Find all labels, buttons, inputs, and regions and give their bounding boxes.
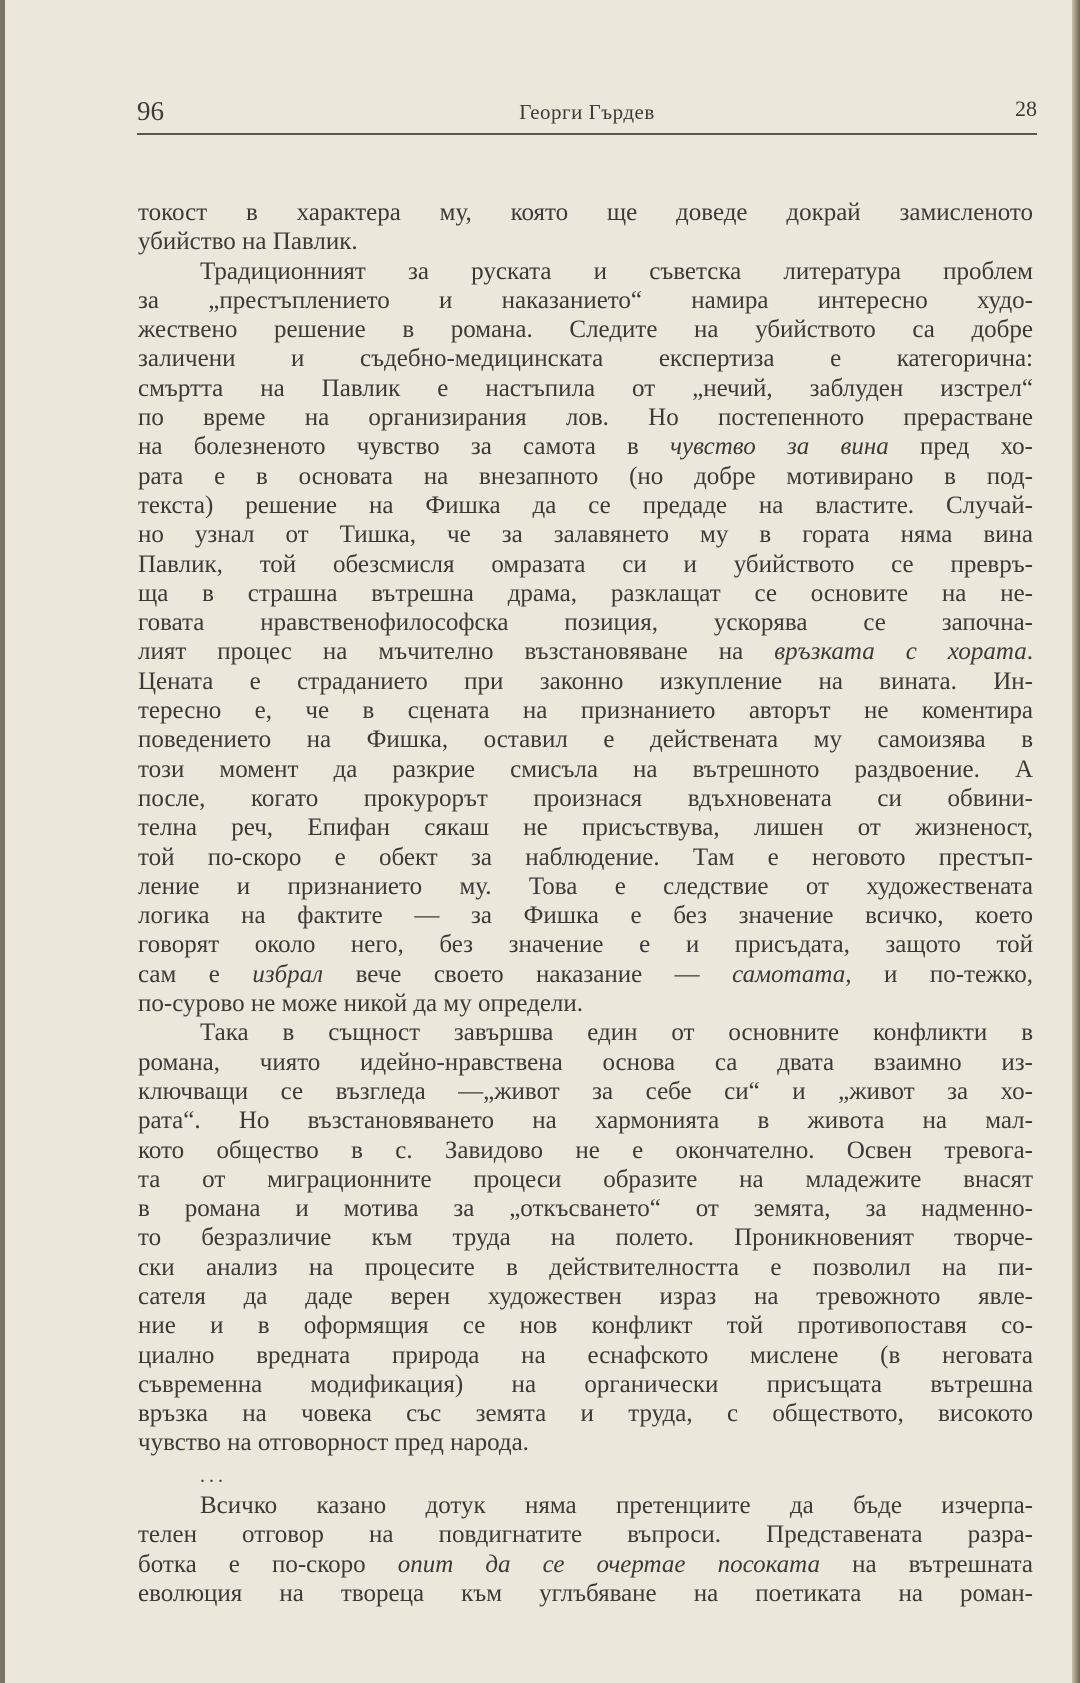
text-line: [138, 403, 1033, 432]
text-run: но узнал от Тишка, че за залавянето му в гората няма вина: [138, 521, 1033, 549]
text-run: говата нравственофилософска позиция, ускорява се започна-: [138, 609, 1033, 637]
text-line: [138, 257, 1033, 286]
text-line: [138, 1165, 1033, 1194]
text-line: [138, 1341, 1033, 1370]
text-run: телна реч, Епифан сякаш не присъствува, лишен от жизненост,: [138, 814, 1033, 842]
page-number: 96: [137, 96, 164, 126]
text-line: [138, 1491, 1033, 1520]
italic-emphasis: самотата,: [732, 960, 852, 988]
text-line: [138, 344, 1033, 373]
text-line: [138, 1428, 1033, 1457]
text-run: Традиционният за руската и съветска литература проблем: [200, 257, 1033, 285]
italic-emphasis: опит да се очертае посоката: [397, 1550, 820, 1578]
text-line: [138, 960, 1033, 989]
text-line: [138, 286, 1033, 315]
text-run: вече своето наказание —: [323, 960, 733, 988]
text-line: [138, 579, 1033, 608]
text-run: за „престъплението и наказанието“ намира интересно худо-: [138, 286, 1033, 314]
text-run: после, когато прокурорът произнася вдъхновената си обвини-: [138, 784, 1033, 812]
text-line: [138, 1370, 1033, 1399]
text-run: по-сурово не може никой да му определи.: [138, 990, 584, 1018]
text-line: [138, 813, 1033, 842]
text-line: [138, 1048, 1033, 1077]
text-line: [138, 1550, 1033, 1579]
text-run: логика на фактите — за Фишка е без значение всичко, което: [138, 902, 1033, 930]
text-run: и по-тежко,: [851, 960, 1033, 988]
text-line: [138, 432, 1033, 461]
text-run: ски анализ на процесите в действителността е позволил на пи-: [138, 1253, 1033, 1281]
text-line: [138, 1194, 1033, 1223]
text-line: [138, 462, 1033, 491]
text-line: [138, 784, 1033, 813]
text-line: [138, 1311, 1033, 1340]
text-run: връзка на човека със земята и труда, с обществото, високото: [138, 1400, 1033, 1428]
header-rule: [137, 133, 1037, 135]
text-line: [138, 227, 1033, 256]
text-run: поведението на Фишка, оставил е действената му самоизява в: [138, 726, 1033, 754]
text-line: [138, 843, 1033, 872]
text-run: ние и в оформящия се нов конфликт той противопоставя со-: [138, 1312, 1033, 1340]
text-run: в романа и мотива за „откъсването“ от земята, за надменно-: [138, 1195, 1033, 1223]
text-run: ща в страшна вътрешна драма, разклащат се основите на не-: [138, 579, 1033, 607]
text-run: Цената е страданието при законно изкупление на вината. Ин-: [138, 667, 1033, 695]
text-line: [138, 637, 1033, 666]
text-run: на вътрешната: [820, 1550, 1033, 1578]
text-run: жествено решение в романа. Следите на убийството са добре: [138, 316, 1033, 344]
text-line: [138, 1520, 1033, 1549]
text-run: този момент да разкрие смисъла на вътрешното раздвоение. А: [138, 755, 1033, 783]
text-run: говорят около него, без значение е и присъдата, защото той: [138, 931, 1033, 959]
text-run: на болезненото чувство за самота в: [138, 433, 671, 461]
scan-edge-left: [0, 0, 5, 1683]
text-line: [138, 315, 1033, 344]
text-run: Така в същност завършва един от основните конфликти в: [200, 1019, 1033, 1047]
text-run: рата е в основата на внезапното (но добре мотивирано в под-: [138, 462, 1033, 490]
text-run: ботка е по-скоро: [138, 1550, 398, 1578]
text-run: съвременна модификация) на органически присъщата вътрешна: [138, 1370, 1033, 1398]
text-run: рата“. Но възстановяването на хармонията в живота на мал-: [138, 1107, 1033, 1135]
text-line: [138, 491, 1033, 520]
text-run: тересно е, че в сцената на признанието авторът не коментира: [138, 697, 1033, 725]
text-line: [138, 374, 1033, 403]
text-line: [138, 1106, 1033, 1135]
italic-emphasis: връзката с хората: [774, 638, 1027, 666]
text-run: то безразличие към труда на полето. Проникновеният творче-: [138, 1224, 1033, 1252]
scan-edge-right: [1072, 0, 1080, 1683]
text-run: .: [1026, 638, 1033, 666]
text-run: пред хо-: [888, 433, 1033, 461]
text-run: заличени и съдебно-медицинската експертиза е категорична:: [138, 345, 1033, 373]
text-run: романа, чиято идейно-нравствена основа са двата взаимно из-: [138, 1048, 1033, 1076]
text-run: ление и признанието му. Това е следствие от художествената: [138, 872, 1033, 900]
text-line: [138, 725, 1033, 754]
text-run: по време на организирания лов. Но постепенното прерастване: [138, 404, 1033, 432]
text-line: [138, 1136, 1033, 1165]
text-line: [138, 520, 1033, 549]
text-line: [138, 901, 1033, 930]
text-run: чувство на отговорност пред народа.: [138, 1429, 529, 1457]
text-line: [138, 930, 1033, 959]
text-line: [138, 198, 1033, 227]
page-header: [137, 96, 1037, 132]
text-line: [138, 1077, 1033, 1106]
section-break-dots: [138, 1462, 1033, 1491]
text-line: [138, 608, 1033, 637]
text-line: [138, 550, 1033, 579]
text-run: смъртта на Павлик е настъпила от „нечий, заблуден изстрел“: [138, 374, 1033, 402]
text-line: [138, 1399, 1033, 1428]
text-run: текста) решение на Фишка да се предаде на властите. Случай-: [138, 491, 1033, 519]
text-run: еволюция на твореца към углъбяване на поетиката на роман-: [138, 1579, 1033, 1607]
text-run: Павлик, той обезсмисля омразата си и убийството се превръ-: [138, 550, 1033, 578]
text-run: сам е: [138, 960, 253, 988]
text-run: ...: [200, 1464, 227, 1487]
text-line: [138, 872, 1033, 901]
text-line: [138, 1282, 1033, 1311]
text-line: [138, 696, 1033, 725]
text-line: [138, 755, 1033, 784]
italic-emphasis: избрал: [252, 960, 324, 988]
text-line: [138, 1018, 1033, 1047]
text-line: [138, 667, 1033, 696]
text-run: та от миграционните процеси образите на младежите внасят: [138, 1165, 1033, 1193]
italic-emphasis: чувство за вина: [670, 433, 889, 461]
text-line: [138, 1579, 1033, 1608]
text-run: циално вредната природа на еснафското мислене (в неговата: [138, 1341, 1033, 1369]
text-run: Всичко казано дотук няма претенциите да бъде изчерпа-: [200, 1492, 1033, 1520]
text-run: ключващи се възгледа —„живот за себе си“ и „живот за хо-: [138, 1077, 1033, 1105]
text-run: лият процес на мъчително възстановяване на: [138, 638, 775, 666]
text-line: [138, 1223, 1033, 1252]
text-line: [138, 1253, 1033, 1282]
body-text: [138, 198, 1033, 1608]
folio-number: 28: [1015, 96, 1037, 121]
text-run: токост в характера му, която ще доведе докрай замисленото: [138, 199, 1033, 226]
text-run: телен отговор на повдигнатите въпроси. Представената разра-: [138, 1521, 1033, 1549]
text-run: той по-скоро е обект за наблюдение. Там е неговото престъп-: [138, 843, 1033, 871]
text-line: [138, 989, 1033, 1018]
running-title: Георги Гърдев: [519, 100, 655, 124]
text-run: кото общество в с. Завидово не е окончателно. Освен тревога-: [138, 1136, 1033, 1164]
text-run: убийство на Павлик.: [138, 228, 358, 256]
text-run: сателя да даде верен художествен израз на тревожното явле-: [138, 1282, 1033, 1310]
